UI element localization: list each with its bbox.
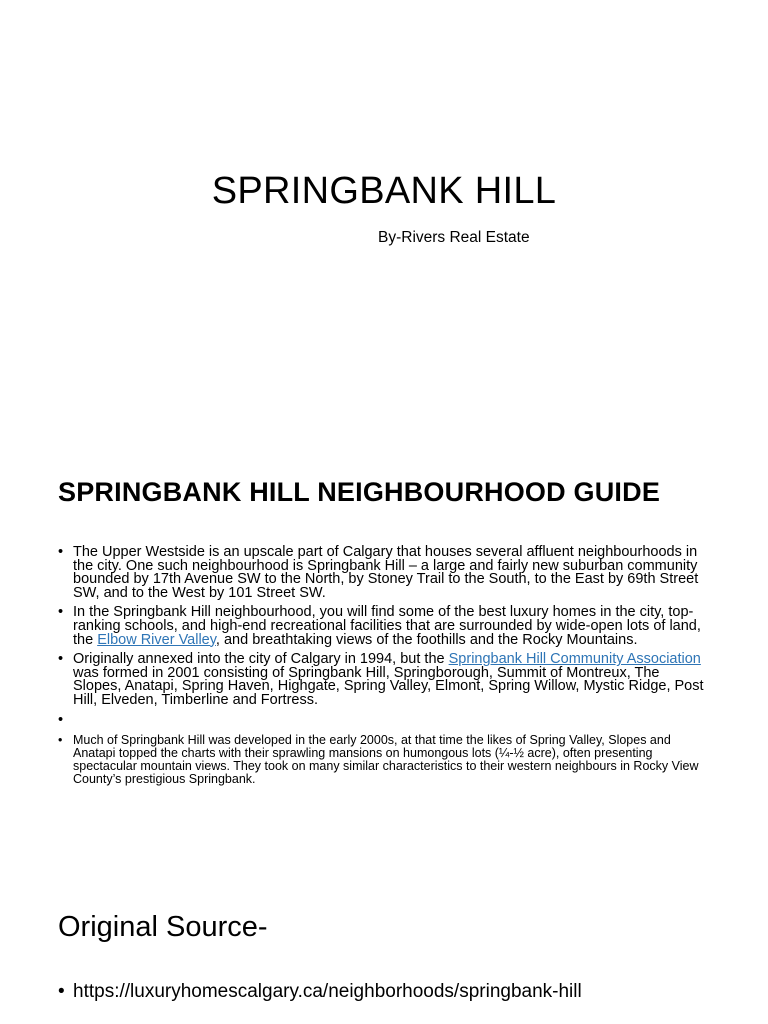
bullet-text: The Upper Westside is an upscale part of Calgary that houses several affluent neighbourhoods in the city. One such neighbourhood is Springbank Hill – a large and fairly new suburban community bounded by 17th Avenue SW to the North, by Stoney Trail to the South, to the East by 69th Street SW, and to the West by 101 Street SW.	[73, 544, 699, 601]
source-slide	[0, 870, 768, 1024]
guide-slide	[0, 410, 768, 870]
bullet-text-start: In the Springbank Hill neighbourhood, you will find some of the best luxury homes in the city, top-ranking schools, and high-end recreational facilities that are surrounded by wide-open lots of land, the	[73, 604, 701, 648]
bullet-text-start: Originally annexed into the city of Calgary in 1994, but the	[73, 651, 449, 668]
guide-bullet-list	[58, 546, 708, 793]
presentation-title: SPRINGBANK HILL	[211, 170, 557, 212]
elbow-river-valley-link[interactable]: Elbow River Valley	[97, 631, 216, 648]
source-url[interactable]: https://luxuryhomescalgary.ca/neighborhoods/springbank-hill	[73, 981, 582, 1002]
community-association-link[interactable]: Springbank Hill Community Association	[448, 651, 701, 668]
list-item	[58, 711, 708, 728]
bullet-text: Much of Springbank Hill was developed in the early 2000s, at that time the likes of Spring Valley, Slopes and Anatapi topped the charts with their sprawling mansions on humongous lots (¼-½ acre), often presenting spectacular mountain views. They took on many similar characteristics to their western neighbours in Rocky View County’s prestigious Springbank.	[73, 732, 699, 787]
bullet-marker: •	[58, 651, 64, 668]
guide-title: SPRINGBANK HILL NEIGHBOURHOOD GUIDE	[58, 477, 661, 507]
list-item	[58, 606, 708, 647]
bullet-marker: •	[58, 732, 63, 747]
bullet-marker: •	[58, 604, 64, 621]
list-item	[58, 546, 708, 600]
presentation-subtitle: By-Rivers Real Estate	[378, 229, 530, 246]
source-title: Original Source-	[58, 911, 268, 943]
bullet-text-end: , and breathtaking views of the foothills and the Rocky Mountains.	[215, 631, 638, 648]
bullet-marker: •	[58, 544, 64, 560]
list-item	[58, 734, 708, 787]
title-slide	[0, 0, 768, 410]
list-item	[58, 653, 708, 707]
bullet-marker: •	[58, 981, 65, 1002]
bullet-marker: •	[58, 711, 64, 728]
list-item	[58, 981, 582, 1003]
bullet-text-end: was formed in 2001 consisting of Springbank Hill, Springborough, Summit of Montreux, The Slopes, Anatapi, Spring Haven, Highgate, Spring Valley, Elmont, Spring Willow, Mystic Ridge, Post Hill, Elveden, Timberline and Fortress.	[73, 664, 704, 708]
source-list	[58, 981, 582, 1003]
